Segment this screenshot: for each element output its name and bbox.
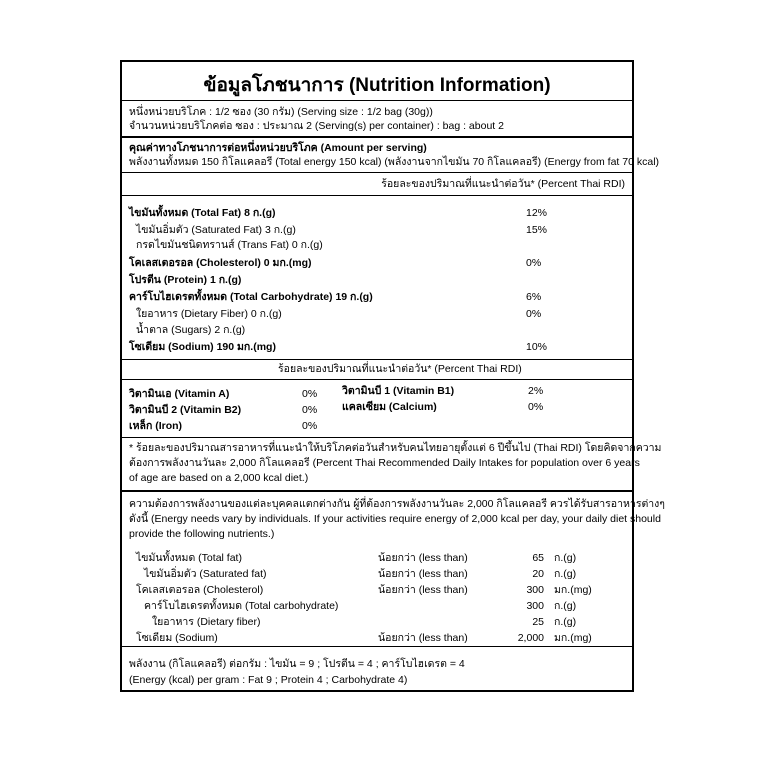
nutrient-rdi-pct: 0% [526, 308, 542, 320]
nutrient-label: กรดไขมันชนิดทรานส์ (Trans Fat) 0 ก.(g) [136, 239, 323, 251]
serving-size: หนึ่งหน่วยบริโภค : 1/2 ซอง (30 กรัม) (Serving size : 1/2 bag (30g)) [129, 106, 433, 118]
daily-need-label: โซเดียม (Sodium) [136, 632, 218, 644]
nutrient-rdi-pct: 10% [526, 341, 548, 353]
daily-need-unit: ก.(g) [554, 552, 577, 564]
daily-need-amount: 25 [532, 616, 544, 628]
nutrient-label: คาร์โบไฮเดรตทั้งหมด (Total Carbohydrate) 19 ก.(g) [129, 291, 373, 303]
footnote-line: of age are based on a 2,000 kcal diet.) [129, 472, 309, 484]
divider [122, 100, 632, 101]
servings-per-container: จำนวนหน่วยบริโภคต่อ ซอง : ประมาณ 2 (Serving(s) per container) : bag : about 2 [129, 120, 504, 132]
iron-pct: 0% [302, 420, 318, 432]
daily-need-condition: น้อยกว่า (less than) [378, 632, 468, 644]
amount-per-serving-heading: คุณค่าทางโภชนาการต่อหนึ่งหน่วยบริโภค (Amount per serving) [129, 142, 427, 154]
nutrient-label: โปรตีน (Protein) 1 ก.(g) [129, 274, 242, 286]
vitamins-rdi-header: ร้อยละของปริมาณที่แนะนำต่อวัน* (Percent Thai RDI) [278, 363, 522, 375]
footnote-line: * ร้อยละของปริมาณสารอาหารที่แนะนำให้บริโภคต่อวันสำหรับคนไทยอายุตั้งแต่ 6 ปีขึ้นไป (Thai RDI) โดยคิดจากความ [129, 442, 662, 454]
daily-need-amount: 20 [532, 568, 544, 580]
panel-title: ข้อมูลโภชนาการ (Nutrition Information) [203, 75, 551, 96]
nutrient-label: ใยอาหาร (Dietary Fiber) 0 ก.(g) [136, 308, 282, 320]
energy-needs-line: provide the following nutrients.) [129, 528, 275, 540]
vitamin-a-label: วิตามินเอ (Vitamin A) [129, 388, 230, 400]
daily-need-amount: 2,000 [517, 632, 544, 644]
vitamin-b2-pct: 0% [302, 404, 318, 416]
calcium-label: แคลเซียม (Calcium) [342, 401, 437, 413]
energy-needs-line: ดังนี้ (Energy needs vary by individuals. If your activities require energy of 2,000 kcal per day, your daily diet should [129, 513, 661, 525]
daily-need-label: ใยอาหาร (Dietary fiber) [152, 616, 261, 628]
nutrient-label: ไขมันอิ่มตัว (Saturated Fat) 3 ก.(g) [136, 224, 296, 236]
vitamin-a-pct: 0% [302, 388, 318, 400]
daily-need-condition: น้อยกว่า (less than) [378, 552, 468, 564]
daily-need-unit: มก.(mg) [554, 632, 592, 644]
daily-need-amount: 300 [526, 584, 544, 596]
divider [122, 437, 632, 438]
energy-per-gram-thai: พลังงาน (กิโลแคลอรี) ต่อกรัม : ไขมัน = 9 ; โปรตีน = 4 ; คาร์โบไฮเดรต = 4 [129, 658, 465, 670]
divider [122, 136, 632, 138]
vitamin-b1-label: วิตามินบี 1 (Vitamin B1) [342, 385, 455, 397]
nutrient-rdi-pct: 12% [526, 207, 548, 219]
energy-per-gram-english: (Energy (kcal) per gram : Fat 9 ; Protein 4 ; Carbohydrate 4) [129, 674, 408, 686]
daily-need-unit: ก.(g) [554, 616, 577, 628]
total-energy: พลังงานทั้งหมด 150 กิโลแคลอรี (Total energy 150 kcal) (พลังงานจากไขมัน 70 กิโลแคลอรี) (Energy from fat 70 kcal) [129, 156, 660, 168]
nutrient-label: น้ำตาล (Sugars) 2 ก.(g) [136, 324, 246, 336]
divider [122, 195, 632, 196]
daily-need-condition: น้อยกว่า (less than) [378, 568, 468, 580]
divider [122, 172, 632, 173]
daily-need-label: โคเลสเตอรอล (Cholesterol) [136, 584, 264, 596]
divider [122, 379, 632, 380]
daily-need-amount: 300 [526, 600, 544, 612]
daily-need-label: ไขมันทั้งหมด (Total fat) [136, 552, 242, 564]
divider [122, 490, 632, 492]
daily-need-condition: น้อยกว่า (less than) [378, 584, 468, 596]
vitamin-b1-pct: 2% [528, 385, 544, 397]
nutrient-rdi-pct: 15% [526, 224, 548, 236]
nutrition-panel [120, 60, 665, 692]
nutrient-label: ไขมันทั้งหมด (Total Fat) 8 ก.(g) [129, 207, 276, 219]
nutrient-rdi-pct: 0% [526, 257, 542, 269]
daily-need-unit: มก.(mg) [554, 584, 592, 596]
daily-need-label: คาร์โบไฮเดรตทั้งหมด (Total carbohydrate) [144, 600, 339, 612]
nutrient-rdi-pct: 6% [526, 291, 542, 303]
daily-need-unit: ก.(g) [554, 600, 577, 612]
daily-need-unit: ก.(g) [554, 568, 577, 580]
footnote-line: ต้องการพลังงานวันละ 2,000 กิโลแคลอรี (Percent Thai Recommended Daily Intakes for population over 6 years [129, 457, 640, 469]
vitamin-b2-label: วิตามินบี 2 (Vitamin B2) [129, 404, 242, 416]
iron-label: เหล็ก (Iron) [129, 420, 183, 432]
nutrient-label: โคเลสเตอรอล (Cholesterol) 0 มก.(mg) [129, 257, 312, 269]
nutrient-label: โซเดียม (Sodium) 190 มก.(mg) [129, 341, 276, 353]
divider [122, 359, 632, 360]
energy-needs-line: ความต้องการพลังงานของแต่ละบุคคลแตกต่างกัน ผู้ที่ต้องการพลังงานวันละ 2,000 กิโลแคลอรี ควรได้รับสารอาหารต่างๆ [129, 498, 665, 510]
divider [122, 646, 632, 647]
rdi-header: ร้อยละของปริมาณที่แนะนำต่อวัน* (Percent Thai RDI) [381, 178, 625, 190]
calcium-pct: 0% [528, 401, 544, 413]
daily-need-label: ไขมันอิ่มตัว (Saturated fat) [144, 568, 267, 580]
daily-need-amount: 65 [532, 552, 544, 564]
